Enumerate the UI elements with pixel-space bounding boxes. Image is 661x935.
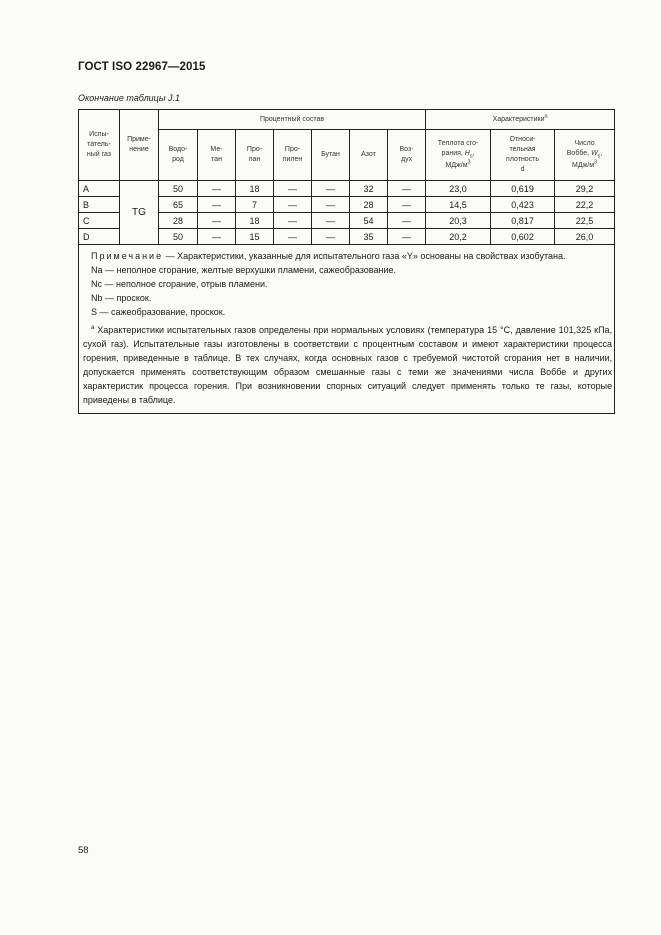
gas-label: D	[79, 229, 120, 245]
table-cell: —	[312, 213, 350, 229]
gas-label: C	[79, 213, 120, 229]
page-number: 58	[78, 845, 89, 856]
table-cell: 28	[350, 197, 388, 213]
table-cell: —	[388, 181, 426, 197]
table-cell: —	[198, 213, 236, 229]
table-cell: —	[312, 197, 350, 213]
table-cell: 32	[350, 181, 388, 197]
table-cell: —	[198, 197, 236, 213]
table-cell: —	[274, 197, 312, 213]
header-composition: Процентный состав	[159, 110, 426, 130]
header-butane: Бутан	[312, 130, 350, 181]
table-cell: —	[274, 213, 312, 229]
header-application: Приме- нение	[120, 110, 159, 181]
header-characteristics: Характеристики$^a$	[426, 110, 615, 130]
table-cell: —	[274, 229, 312, 245]
table-cell: —	[388, 197, 426, 213]
table-row	[79, 213, 615, 229]
table-cell: 14,5	[426, 197, 491, 213]
table-notes	[79, 245, 615, 414]
table-cell: —	[198, 181, 236, 197]
table-cell: —	[198, 229, 236, 245]
table-cell: 29,2	[555, 181, 615, 197]
table-cell: 23,0	[426, 181, 491, 197]
header-wobbe-index: Число Воббе, $W_s$, МДж/$м^3$	[555, 130, 615, 181]
gas-table	[78, 109, 615, 414]
note-item: Nc — неполное сгорание, отрыв пламени.	[91, 279, 268, 289]
header-heat-of-combustion: Теплота сго- рания, $H_s$, МДж/$м^3$	[426, 130, 491, 181]
table-cell: 65	[159, 197, 198, 213]
note-item: S — сажеобразование, проскок.	[91, 307, 226, 317]
table-cell: 0,602	[491, 229, 555, 245]
table-cell: 22,5	[555, 213, 615, 229]
table-cell: —	[312, 181, 350, 197]
table-cell: 20,2	[426, 229, 491, 245]
table-cell: 7	[236, 197, 274, 213]
table-cell: 0,423	[491, 197, 555, 213]
table-cell: 18	[236, 213, 274, 229]
table-cell: —	[312, 229, 350, 245]
table-cell: 26,0	[555, 229, 615, 245]
header-methane: Ме- тан	[198, 130, 236, 181]
footnote: $^a$ Характеристики испытательных газов определены при нормальных условиях (температура 15 °С, давление 101,325 кПа, сухой газ). Испытательные газы изготовлены в соответствии с процентным составом и имеют характеристики процесса горения, приведенные в таблице. В тех случаях, когда основных газов с требуемой чистотой сгорания нет в наличии, допускается применять соответствующим образом смешанные газы с теми же значениями числа Воббе и других характеристик процесса горения. При возникновении спорных ситуаций следует применять только те газы, которые приведены в таблице.	[83, 325, 613, 405]
header-gas: Испы- татель- ный газ	[79, 110, 120, 181]
header-relative-density: Относи- тельная плотность d	[491, 130, 555, 181]
table-cell: —	[274, 181, 312, 197]
table-cell: 50	[159, 229, 198, 245]
header-propylene: Про- пилен	[274, 130, 312, 181]
table-cell: —	[388, 213, 426, 229]
header-air: Воз- дух	[388, 130, 426, 181]
note-item: Na — неполное сгорание, желтые верхушки пламени, сажеобразование.	[91, 265, 396, 275]
note-item: Nb — проскок.	[91, 293, 152, 303]
document-header: ГОСТ ISO 22967—2015	[78, 61, 206, 73]
table-caption: Окончание таблицы J.1	[78, 93, 180, 103]
table-cell: 0,619	[491, 181, 555, 197]
header-propane: Про- пан	[236, 130, 274, 181]
table-cell: 18	[236, 181, 274, 197]
table-cell: 28	[159, 213, 198, 229]
application-cell: TG	[120, 181, 159, 245]
header-hydrogen: Водо- род	[159, 130, 198, 181]
note-label: Примечание	[91, 251, 164, 261]
table-cell: 15	[236, 229, 274, 245]
note-text: — Характеристики, указанные для испытательного газа «Y» основаны на свойствах изобутана.	[163, 251, 566, 261]
table-cell: 50	[159, 181, 198, 197]
table-cell: 0,817	[491, 213, 555, 229]
gas-label: A	[79, 181, 120, 197]
table-cell: 20,3	[426, 213, 491, 229]
table-row	[79, 229, 615, 245]
table-cell: —	[388, 229, 426, 245]
table-cell: 54	[350, 213, 388, 229]
table-row	[79, 197, 615, 213]
table-cell: 22,2	[555, 197, 615, 213]
table-cell: 35	[350, 229, 388, 245]
table-row	[79, 181, 615, 197]
header-nitrogen: Азот	[350, 130, 388, 181]
gas-label: B	[79, 197, 120, 213]
